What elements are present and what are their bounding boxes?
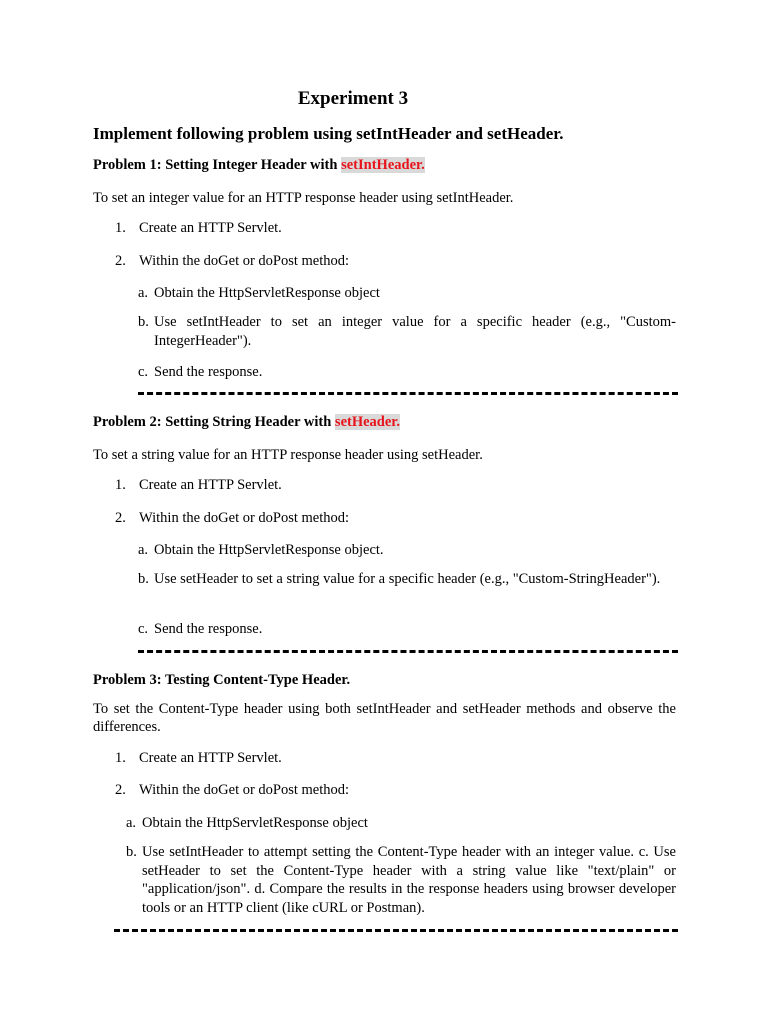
- step-number: 1.: [115, 477, 126, 493]
- substep-text: Obtain the HttpServletResponse object.: [154, 542, 384, 558]
- substep-text: Use setHeader to set a string value for a specific header (e.g., "Custom-StringHeader").: [154, 571, 661, 587]
- step-text: Create an HTTP Servlet.: [139, 220, 282, 236]
- problem-2-heading-text: Problem 2: Setting String Header with: [93, 414, 335, 430]
- problem-3-heading: Problem 3: Testing Content-Type Header.: [93, 672, 351, 688]
- step-text: Within the doGet or doPost method:: [139, 782, 350, 798]
- problem-1-heading-text: Problem 1: Setting Integer Header with: [93, 157, 342, 173]
- problem-3-substep-a: [126, 814, 676, 833]
- problem-2-heading: [93, 414, 400, 431]
- problem-2-substep-c: [138, 620, 676, 639]
- problem-1-substep-c: [138, 363, 676, 382]
- step-text: Within the doGet or doPost method:: [139, 510, 350, 526]
- substep-text: Obtain the HttpServletResponse object: [142, 815, 368, 831]
- document-subtitle: Implement following problem using setIntHeader and setHeader.: [93, 124, 564, 143]
- step-number: 2.: [115, 510, 126, 526]
- substep-text: Obtain the HttpServletResponse object: [154, 285, 380, 301]
- substep-letter: b.: [126, 844, 137, 860]
- section-divider: [138, 392, 678, 395]
- section-divider: [114, 929, 678, 932]
- substep-letter: c.: [138, 364, 149, 380]
- step-text: Create an HTTP Servlet.: [139, 750, 282, 766]
- substep-text: Use setIntHeader to attempt setting the Content-Type header with an integer value. c. Use setHeader to set the Content-Type header with a string value like "text/plain" or "application/json". d. Compare the results in the response headers using browser developer tools or an HTTP client (like cURL or Postman).: [142, 844, 676, 916]
- substep-letter: b.: [138, 314, 149, 330]
- substep-text: Send the response.: [154, 621, 263, 637]
- problem-3-description: To set the Content-Type header using both setIntHeader and setHeader methods and observe the differences.: [93, 701, 676, 735]
- problem-1-description: To set an integer value for an HTTP response header using setIntHeader.: [93, 190, 514, 206]
- substep-letter: a.: [138, 542, 149, 558]
- problem-1-substep-a: [138, 284, 676, 303]
- substep-letter: a.: [138, 285, 149, 301]
- substep-letter: b.: [138, 571, 149, 587]
- problem-2-description: To set a string value for an HTTP response header using setHeader.: [93, 447, 483, 463]
- problem-2-substep-a: [138, 541, 676, 560]
- problem-2-substep-b: [138, 570, 676, 589]
- step-text: Within the doGet or doPost method:: [139, 253, 350, 269]
- substep-text: Use setIntHeader to set an integer value for a specific header (e.g., "Custom-IntegerHeader").: [154, 314, 676, 349]
- section-divider: [138, 650, 678, 653]
- substep-text: Send the response.: [154, 364, 263, 380]
- problem-3-substep-b: [126, 843, 676, 917]
- step-text: Create an HTTP Servlet.: [139, 477, 282, 493]
- problem-1-highlight: setIntHeader.: [341, 157, 425, 173]
- problem-2-highlight: setHeader.: [334, 414, 401, 430]
- document-title: Experiment 3: [297, 88, 409, 109]
- problem-1-substep-b: [138, 313, 676, 350]
- step-number: 1.: [115, 220, 126, 236]
- step-number: 2.: [115, 782, 126, 798]
- problem-1-heading: [93, 157, 425, 174]
- substep-letter: a.: [126, 815, 137, 831]
- step-number: 1.: [115, 750, 126, 766]
- step-number: 2.: [115, 253, 126, 269]
- substep-letter: c.: [138, 621, 149, 637]
